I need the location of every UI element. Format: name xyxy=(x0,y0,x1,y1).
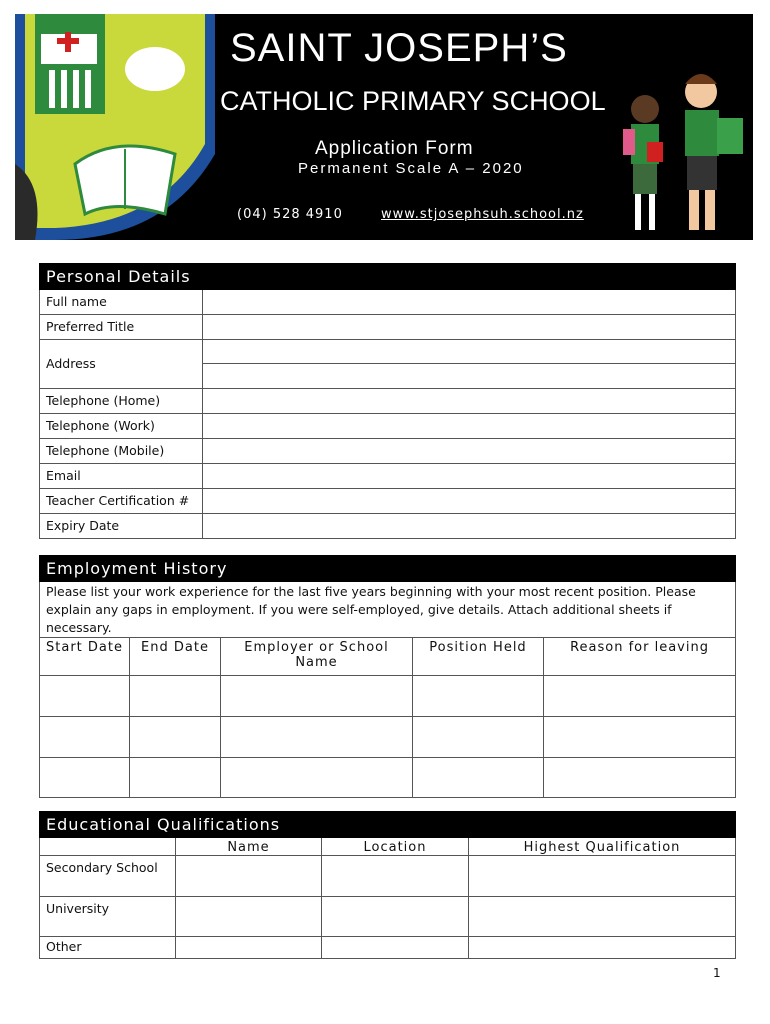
location-header: Location xyxy=(322,838,469,856)
page-number: 1 xyxy=(713,966,721,980)
secondary-location-field[interactable] xyxy=(322,856,469,897)
address-field-line1[interactable] xyxy=(203,340,736,364)
personal-details-heading: Personal Details xyxy=(40,264,736,290)
start-date-cell[interactable] xyxy=(40,676,130,717)
secondary-school-label: Secondary School xyxy=(40,856,176,897)
preferred-title-label: Preferred Title xyxy=(40,315,203,340)
children-illustration xyxy=(613,54,753,240)
start-date-cell[interactable] xyxy=(40,717,130,758)
university-label: University xyxy=(40,897,176,937)
employer-name-header: Employer or School Name xyxy=(221,638,413,676)
telephone-mobile-label: Telephone (Mobile) xyxy=(40,439,203,464)
educational-qualifications-table xyxy=(39,811,736,959)
university-name-field[interactable] xyxy=(176,897,322,937)
end-date-cell[interactable] xyxy=(130,717,221,758)
end-date-header: End Date xyxy=(130,638,221,676)
position-cell[interactable] xyxy=(413,758,544,798)
telephone-work-label: Telephone (Work) xyxy=(40,414,203,439)
form-title: Application Form xyxy=(315,138,474,159)
other-label: Other xyxy=(40,937,176,959)
reason-cell[interactable] xyxy=(544,717,736,758)
address-field-line2[interactable] xyxy=(203,364,736,389)
expiry-date-label: Expiry Date xyxy=(40,514,203,539)
name-header: Name xyxy=(176,838,322,856)
secondary-qualification-field[interactable] xyxy=(469,856,736,897)
personal-details-table xyxy=(39,263,736,539)
school-name-line1: SAINT JOSEPH’S xyxy=(230,26,568,70)
table-row xyxy=(40,676,736,717)
other-location-field[interactable] xyxy=(322,937,469,959)
school-name-line2: CATHOLIC PRIMARY SCHOOL xyxy=(220,86,606,116)
employer-cell[interactable] xyxy=(221,758,413,798)
secondary-name-field[interactable] xyxy=(176,856,322,897)
highest-qualification-header: Highest Qualification xyxy=(469,838,736,856)
table-row xyxy=(40,758,736,798)
telephone-home-label: Telephone (Home) xyxy=(40,389,203,414)
other-name-field[interactable] xyxy=(176,937,322,959)
email-label: Email xyxy=(40,464,203,489)
form-subtitle: Permanent Scale A – 2020 xyxy=(298,160,524,177)
employment-instructions: Please list your work experience for the last five years beginning with your most recent position. Please explain any gaps in employment. If you were self-employed, give details. Attach additional sheets if necessary. xyxy=(40,582,736,638)
full-name-field[interactable] xyxy=(203,290,736,315)
position-cell[interactable] xyxy=(413,676,544,717)
reason-for-leaving-header: Reason for leaving xyxy=(544,638,736,676)
employer-cell[interactable] xyxy=(221,717,413,758)
address-label: Address xyxy=(40,340,203,389)
email-field[interactable] xyxy=(203,464,736,489)
school-banner xyxy=(15,14,753,240)
university-qualification-field[interactable] xyxy=(469,897,736,937)
start-date-header: Start Date xyxy=(40,638,130,676)
position-held-header: Position Held xyxy=(413,638,544,676)
preferred-title-field[interactable] xyxy=(203,315,736,340)
educational-qualifications-heading: Educational Qualifications xyxy=(40,812,736,838)
start-date-cell[interactable] xyxy=(40,758,130,798)
end-date-cell[interactable] xyxy=(130,676,221,717)
employment-history-table xyxy=(39,555,736,798)
end-date-cell[interactable] xyxy=(130,758,221,798)
telephone-mobile-field[interactable] xyxy=(203,439,736,464)
university-location-field[interactable] xyxy=(322,897,469,937)
blank-header-cell xyxy=(40,838,176,856)
telephone-home-field[interactable] xyxy=(203,389,736,414)
employment-history-heading: Employment History xyxy=(40,556,736,582)
other-qualification-field[interactable] xyxy=(469,937,736,959)
school-crest-logo xyxy=(15,14,215,240)
reason-cell[interactable] xyxy=(544,676,736,717)
teacher-certification-field[interactable] xyxy=(203,489,736,514)
full-name-label: Full name xyxy=(40,290,203,315)
teacher-certification-label: Teacher Certification # xyxy=(40,489,203,514)
school-phone: (04) 528 4910 xyxy=(237,207,343,222)
position-cell[interactable] xyxy=(413,717,544,758)
table-row xyxy=(40,717,736,758)
reason-cell[interactable] xyxy=(544,758,736,798)
school-website-link[interactable]: www.stjosephsuh.school.nz xyxy=(381,207,584,222)
employer-cell[interactable] xyxy=(221,676,413,717)
telephone-work-field[interactable] xyxy=(203,414,736,439)
expiry-date-field[interactable] xyxy=(203,514,736,539)
